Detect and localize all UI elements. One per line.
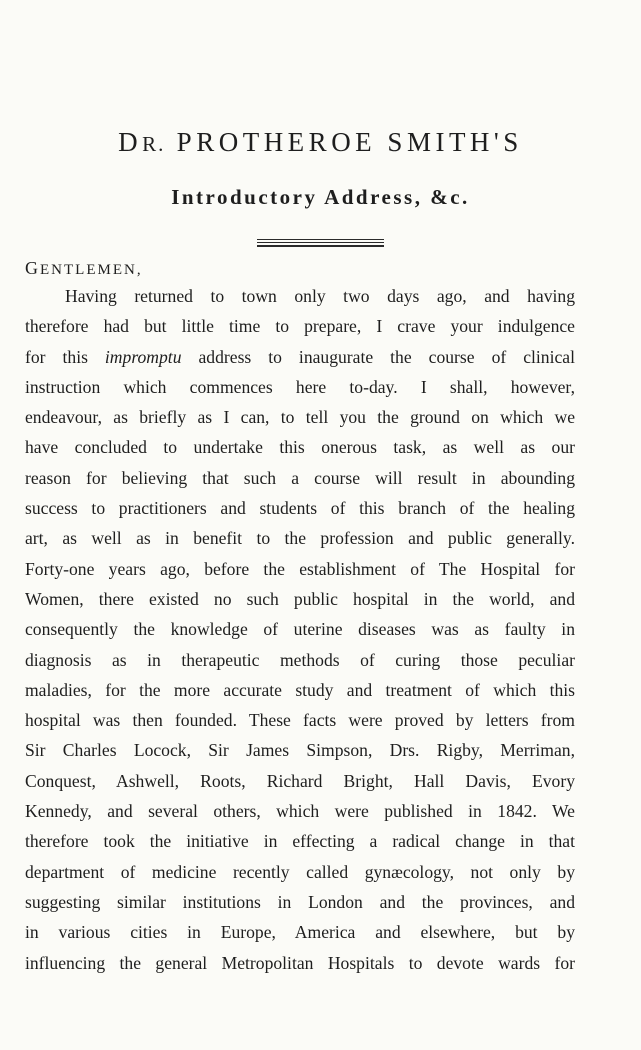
- text-line: endeavour, as briefly as I can, to tell you the ground on which we: [25, 407, 575, 428]
- page-title: [0, 126, 641, 160]
- text-line: suggesting similar institutions in London and the provinces, and: [25, 891, 575, 912]
- body-paragraph: [25, 281, 575, 978]
- text-fragment: address to inaugurate the course of clinical: [181, 346, 575, 367]
- text-line: influencing the general Metropolitan Hospitals to devote wards for: [25, 952, 575, 973]
- text-line: success to practitioners and students of this branch of the healing: [25, 498, 575, 519]
- text-line: Forty-one years ago, before the establishment of The Hospital for: [25, 558, 575, 579]
- text-line: therefore took the initiative in effecting a radical change in that: [25, 831, 575, 852]
- salutation-initial: G: [25, 258, 40, 278]
- text-line: Women, there existed no such public hospital in the world, and: [25, 588, 575, 609]
- text-line: maladies, for the more accurate study and treatment of which this: [25, 679, 575, 700]
- italic-word: impromptu: [104, 346, 182, 367]
- text-line: Conquest, Ashwell, Roots, Richard Bright, Hall Davis, Evory: [25, 770, 575, 791]
- text-line: art, as well as in benefit to the profession and public generally.: [25, 528, 575, 549]
- text-line: Sir Charles Locock, Sir James Simpson, Drs. Rigby, Merriman,: [25, 740, 575, 761]
- text-line: instruction which commences here to-day. I shall, however,: [25, 376, 575, 397]
- page-subtitle: Introductory Address, &c.: [171, 185, 470, 209]
- text-line: Having returned to town only two days ago, and having: [65, 286, 575, 306]
- text-line: therefore had but little time to prepare, I crave your indulgence: [25, 316, 575, 337]
- title-smallcaps: R.: [142, 132, 166, 156]
- salutation-smallcaps: ENTLEMEN,: [40, 262, 143, 278]
- text-line: [25, 342, 575, 372]
- text-line: consequently the knowledge of uterine diseases was as faulty in: [25, 619, 575, 640]
- text-line: Kennedy, and several others, which were published in 1842. We: [25, 801, 575, 822]
- text-line: diagnosis as in therapeutic methods of curing those peculiar: [25, 649, 575, 670]
- text-line: reason for believing that such a course will result in abounding: [25, 467, 575, 488]
- text-line: department of medicine recently called gynæcology, not only by: [25, 861, 575, 882]
- text-line: hospital was then founded. These facts were proved by letters from: [25, 710, 575, 731]
- text-line: in various cities in Europe, America and elsewhere, but by: [25, 922, 575, 943]
- salutation: [25, 256, 143, 282]
- text-fragment: for this: [25, 346, 105, 367]
- title-rest: PROTHEROE SMITH'S: [165, 127, 523, 157]
- text-line: have concluded to undertake this onerous task, as well as our: [25, 437, 575, 458]
- decorative-rule: [257, 239, 384, 248]
- title-initial: D: [118, 127, 143, 157]
